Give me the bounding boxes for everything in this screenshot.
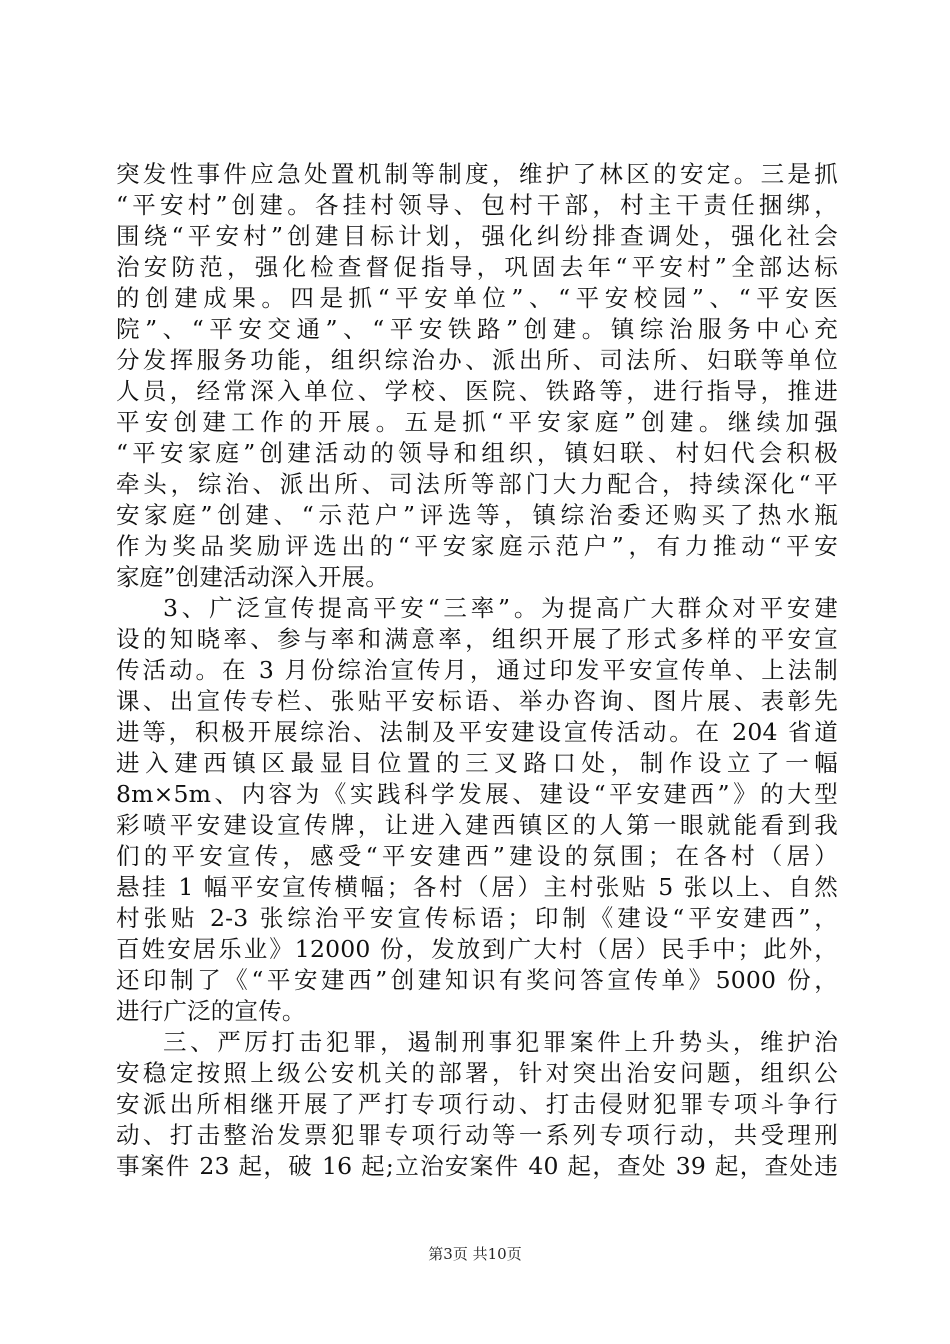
text-line: 院”、“平安交通”、“平安铁路”创建。镇综治服务中心充 <box>116 315 838 343</box>
paragraph-start-line: 三、严厉打击犯罪，遏制刑事犯罪案件上升势头，维护治 <box>163 1028 838 1056</box>
text-line: 进等，积极开展综治、法制及平安建设宣传活动。在 204 省道 <box>116 718 838 746</box>
text-line: 百姓安居乐业》12000 份，发放到广大村（居）民手中；此外， <box>116 935 838 963</box>
text-line: 作为奖品奖励评选出的“平安家庭示范户”，有力推动“平安 <box>116 532 838 560</box>
text-line: 设的知晓率、参与率和满意率，组织开展了形式多样的平安宣 <box>116 625 838 653</box>
page-footer: 第3页 共10页 <box>428 1245 522 1263</box>
text-line: 治安防范，强化检查督促指导，巩固去年“平安村”全部达标 <box>116 253 838 281</box>
text-line: 进入建西镇区最显目位置的三叉路口处，制作设立了一幅 <box>116 749 838 777</box>
text-line: 还印制了《“平安建西”创建知识有奖问答宣传单》5000 份， <box>116 966 838 994</box>
text-line: 安派出所相继开展了严打专项行动、打击侵财犯罪专项斗争行 <box>116 1090 838 1118</box>
text-line: 进行广泛的宣传。 <box>116 997 306 1025</box>
text-line: 平安创建工作的开展。五是抓“平安家庭”创建。继续加强 <box>116 408 838 436</box>
text-line: 围绕“平安村”创建目标计划，强化纠纷排查调处，强化社会 <box>116 222 838 250</box>
body-text <box>116 159 838 1182</box>
text-line: “平安村”创建。各挂村领导、包村干部，村主干责任捆绑， <box>116 191 838 219</box>
text-line: 安家庭”创建、“示范户”评选等，镇综治委还购买了热水瓶 <box>116 501 838 529</box>
text-line: 人员，经常深入单位、学校、医院、铁路等，进行指导，推进 <box>116 377 838 405</box>
text-line: 分发挥服务功能，组织综治办、派出所、司法所、妇联等单位 <box>116 346 838 374</box>
text-line: 家庭”创建活动深入开展。 <box>116 563 389 591</box>
text-line: 牵头，综治、派出所、司法所等部门大力配合，持续深化“平 <box>116 470 838 498</box>
text-line: 安稳定按照上级公安机关的部署，针对突出治安问题，组织公 <box>116 1059 838 1087</box>
text-line: 突发性事件应急处置机制等制度，维护了林区的安定。三是抓 <box>116 160 838 188</box>
text-line: 课、出宣传专栏、张贴平安标语、举办咨询、图片展、表彰先 <box>116 687 838 715</box>
text-line: 的创建成果。四是抓“平安单位”、“平安校园”、“平安医 <box>116 284 838 312</box>
text-line: “平安家庭”创建活动的领导和组织，镇妇联、村妇代会积极 <box>116 439 838 467</box>
paragraph-start-line: 3、广泛宣传提高平安“三率”。为提高广大群众对平安建 <box>163 594 838 622</box>
text-line: 传活动。在 3 月份综治宣传月，通过印发平安宣传单、上法制 <box>116 656 838 684</box>
text-line: 们的平安宣传，感受“平安建西”建设的氛围；在各村（居） <box>116 842 838 870</box>
text-line: 事案件 23 起，破 16 起;立治安案件 40 起，查处 39 起，查处违 <box>116 1152 838 1180</box>
text-line: 动、打击整治发票犯罪专项行动等一系列专项行动，共受理刑 <box>116 1121 838 1149</box>
text-line: 彩喷平安建设宣传牌，让进入建西镇区的人第一眼就能看到我 <box>116 811 838 839</box>
text-line: 8m×5m、内容为《实践科学发展、建设“平安建西”》的大型 <box>116 780 838 808</box>
text-line: 悬挂 1 幅平安宣传横幅；各村（居）主村张贴 5 张以上、自然 <box>116 873 838 901</box>
text-line: 村张贴 2-3 张综治平安宣传标语；印制《建设“平安建西”， <box>116 904 838 932</box>
